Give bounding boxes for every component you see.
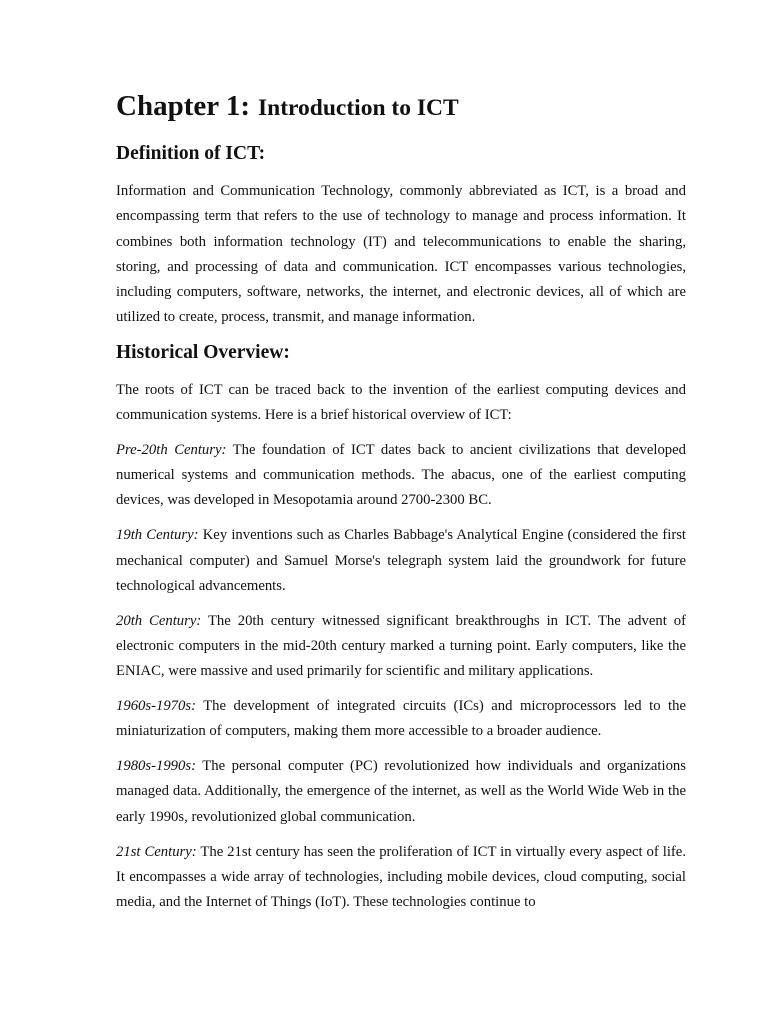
era-text: The personal computer (PC) revolutionized how individuals and organizations managed data. Additionally, the emergence of the internet, as well as the World Wide Web in the early 1990s, revolutionized global communication. (116, 758, 686, 825)
era-label: 20th Century: (116, 612, 202, 629)
era-label: 21st Century: (116, 843, 197, 860)
definition-heading: Definition of ICT: (116, 143, 266, 164)
era-text: The 21st century has seen the proliferation of ICT in virtually every aspect of life. It encompasses a wide array of technologies, including mobile devices, cloud computing, social media, and the Internet of Things (IoT). These technologies continue to (116, 843, 686, 911)
era-text: The foundation of ICT dates back to ancient civilizations that developed numerical systems and communication methods. The abacus, one of the earliest computing devices, was developed in Mesopotamia around 2700-2300 BC. (116, 441, 686, 509)
chapter-name: Introduction to ICT (257, 95, 459, 121)
era-text: Key inventions such as Charles Babbage's Analytical Engine (considered the first mechanical computer) and Samuel Morse's telegraph system laid the groundwork for future technological advancements. (116, 527, 687, 594)
era-label: Pre-20th Century: (116, 441, 227, 458)
era-paragraph-21st-century (116, 840, 686, 916)
era-text: The 20th century witnessed significant breakthroughs in ICT. The advent of electronic computers in the mid-20th century marked a turning point. Early computers, like the ENIAC, were massive and used primarily for scientific and military applications. (116, 612, 686, 680)
history-heading: Historical Overview: (116, 341, 290, 363)
era-paragraph-1960s-1970s (116, 694, 686, 745)
era-paragraph-19th-century (116, 523, 686, 599)
era-label: 1980s-1990s: (116, 758, 196, 775)
history-intro-paragraph: The roots of ICT can be traced back to the invention of the earliest computing devices and communication systems. Here is a brief historical overview of ICT: (116, 381, 686, 424)
era-text: The development of integrated circuits (ICs) and microprocessors led to the miniaturization of computers, making them more accessible to a broader audience. (116, 698, 686, 740)
definition-paragraph: Information and Communication Technology, commonly abbreviated as ICT, is a broad and encompassing term that refers to the use of technology to manage and process information. It combines both information technology (IT) and telecommunications to enable the sharing, storing, and processing of data and communication. ICT encompasses various technologies, including computers, software, networks, the internet, and electronic devices, all of which are utilized to create, process, transmit, and manage information. (116, 183, 686, 326)
era-label: 19th Century: (116, 527, 199, 544)
era-paragraph-pre-20th-century (116, 438, 686, 514)
era-paragraph-20th-century (116, 609, 686, 685)
era-paragraph-1980s-1990s (116, 754, 686, 830)
era-label: 1960s-1970s: (116, 698, 196, 715)
document-page (116, 84, 686, 915)
chapter-number: Chapter 1: (116, 90, 250, 122)
chapter-title (116, 84, 686, 128)
